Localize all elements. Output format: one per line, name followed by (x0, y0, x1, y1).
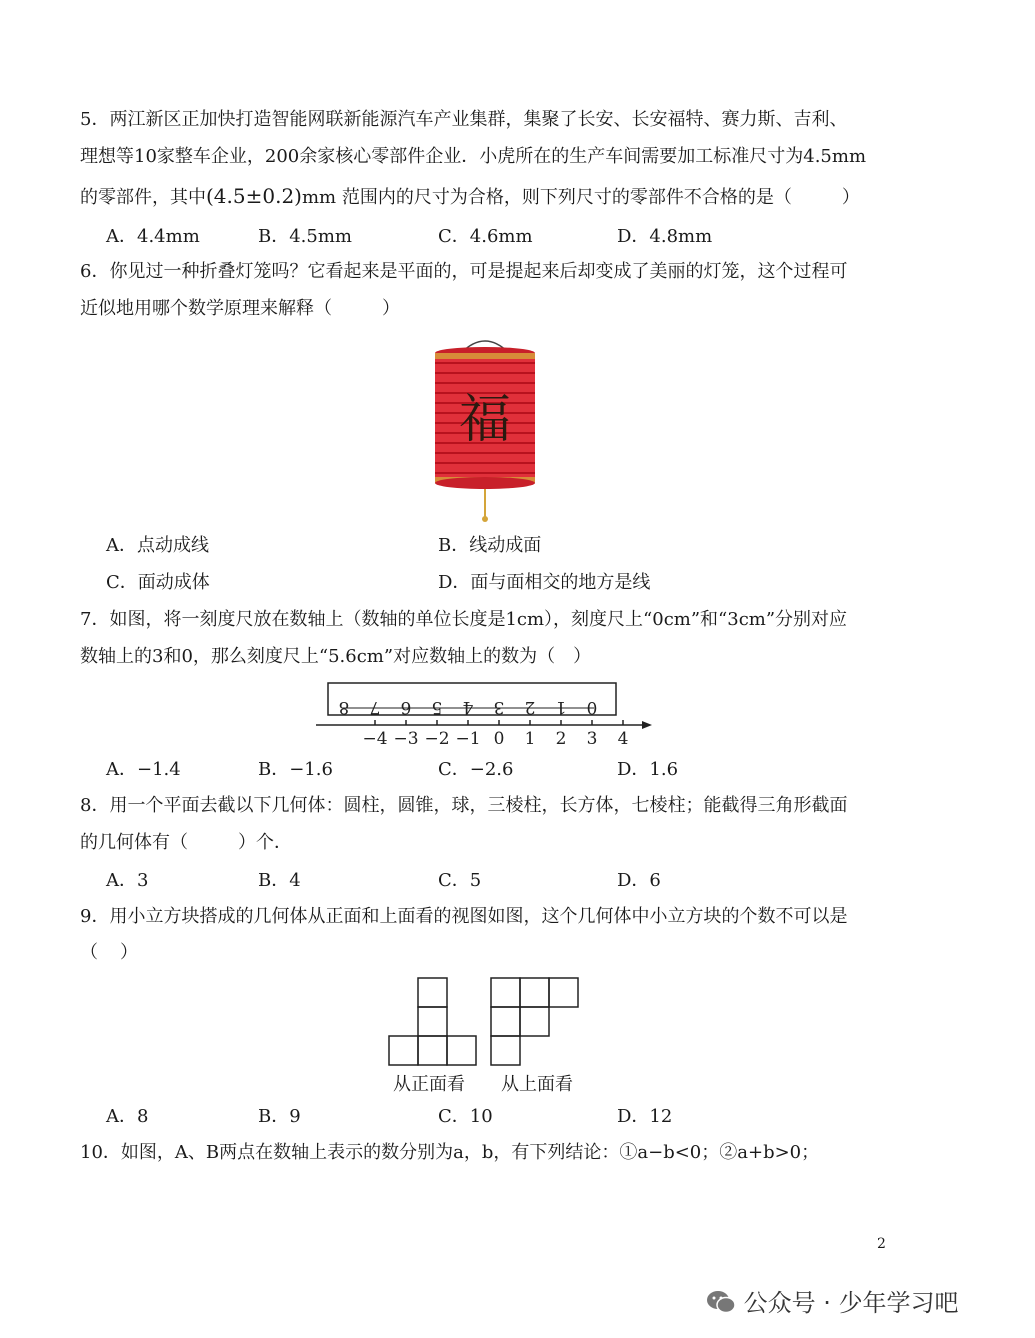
q6-option-b: B．线动成面 (438, 535, 542, 556)
q8-option-b: B．4 (258, 870, 301, 891)
ruler-label-1: 1 (555, 697, 567, 717)
q9-option-b: B．9 (258, 1106, 301, 1127)
q6-line-1: 6．你见过一种折叠灯笼吗？它看起来是平面的，可是提起来后却变成了美丽的灯笼，这个过程可 (80, 261, 848, 282)
q5-line-1: 5．两江新区正加快打造智能网联新能源汽车产业集群，集聚了长安、长安福特、赛力斯、吉利、 (80, 109, 848, 130)
q9-line-2-text-b: ） (120, 942, 138, 963)
q5-tolerance-expression: (4.5±0.2) (206, 184, 302, 208)
q5-option-c: C．4.6mm (438, 226, 533, 247)
footer-watermark (706, 1283, 959, 1318)
q7-option-a: A．−1.4 (106, 759, 181, 780)
q8-line-2-text-b: ）个． (238, 832, 292, 853)
q7-option-b: B．−1.6 (258, 759, 333, 780)
front-view-caption: 从正面看 (393, 1074, 465, 1095)
ruler-label-5: 5 (431, 697, 443, 717)
axis-label-2: 2 (555, 729, 567, 749)
q7-line-1: 7．如图，将一刻度尺放在数轴上（数轴的单位长度是1cm），刻度尺上“0cm”和“3cm”分别对应 (80, 609, 848, 630)
q8-option-a: A．3 (106, 870, 149, 891)
q5-line-3-text-a: 的零部件，其中 (80, 187, 206, 208)
q6-option-a: A．点动成线 (106, 535, 209, 556)
q8-line-2 (80, 831, 292, 855)
ruler-label-2: 2 (524, 697, 536, 717)
q8-line-1: 8．用一个平面去截以下几何体：圆柱，圆锥，球，三棱柱，长方体，七棱柱；能截得三角形截面 (80, 795, 848, 816)
footer-account-label: 公众号 (743, 1289, 816, 1317)
axis-label-0: 0 (493, 729, 505, 749)
q6-line-2-text-b: ） (382, 298, 400, 319)
top-view-figure (490, 976, 582, 1066)
q8-option-d: D．6 (617, 870, 661, 891)
ruler-label-4: 4 (462, 697, 474, 717)
q5-option-a: A．4.4mm (106, 226, 200, 247)
q6-option-c: C．面动成体 (106, 572, 210, 593)
axis-label-4: 4 (617, 729, 629, 749)
wechat-icon (706, 1289, 736, 1315)
ruler-label-8: 8 (338, 697, 350, 717)
q5-line-3 (80, 184, 860, 210)
footer-account-name: 少年学习吧 (838, 1289, 959, 1317)
axis-label-neg1: −1 (455, 729, 481, 749)
axis-label-3: 3 (586, 729, 598, 749)
q9-option-c: C．10 (438, 1106, 493, 1127)
ruler-label-3: 3 (493, 697, 505, 717)
front-view-figure (388, 976, 480, 1066)
q5-option-d: D．4.8mm (617, 226, 713, 247)
q7-line-2: 数轴上的3和0，那么刻度尺上“5.6cm”对应数轴上的数为（ ） (80, 646, 592, 667)
q5-line-3-text-b: mm 范围内的尺寸为合格，则下列尺寸的零部件不合格的是（ (301, 187, 792, 208)
q9-line-2-text-a: （ (80, 942, 98, 963)
q7-option-c: C．−2.6 (438, 759, 514, 780)
q9-line-1: 9．用小立方块搭成的几何体从正面和上面看的视图如图，这个几何体中小立方块的个数不可以是 (80, 906, 848, 927)
q8-option-c: C．5 (438, 870, 482, 891)
top-view-caption: 从上面看 (501, 1074, 573, 1095)
page-number: 2 (877, 1236, 886, 1252)
q9-line-2 (80, 941, 138, 965)
q5-line-2: 理想等10家整车企业，200余家核心零部件企业．小虎所在的生产车间需要加工标准尺寸为4.5mm (80, 146, 867, 167)
q6-line-2-text-a: 近似地用哪个数学原理来解释（ (80, 298, 332, 319)
ruler-label-0: 0 (586, 697, 598, 717)
q5-line-3-text-c: ） (841, 187, 860, 208)
q5-option-b: B．4.5mm (258, 226, 352, 247)
axis-label-1: 1 (524, 729, 536, 749)
q9-option-a: A．8 (106, 1106, 149, 1127)
lantern-image (425, 335, 545, 525)
q7-option-d: D．1.6 (617, 759, 679, 780)
ruler-label-6: 6 (400, 697, 412, 717)
axis-label-neg2: −2 (424, 729, 450, 749)
axis-label-neg4: −4 (362, 729, 388, 749)
ruler-number-line-figure (310, 678, 660, 750)
footer-dot: · (823, 1289, 831, 1317)
q6-option-d: D．面与面相交的地方是线 (438, 572, 651, 593)
q6-line-2 (80, 297, 400, 321)
q9-option-d: D．12 (617, 1106, 673, 1127)
lantern-character: 福 (458, 390, 512, 450)
q10-line-1: 10．如图，A、B两点在数轴上表示的数分别为a，b，有下列结论：①a−b<0；②a+b>0； (80, 1142, 820, 1163)
q8-line-2-text-a: 的几何体有（ (80, 832, 188, 853)
axis-label-neg3: −3 (393, 729, 419, 749)
ruler-label-7: 7 (369, 697, 381, 717)
